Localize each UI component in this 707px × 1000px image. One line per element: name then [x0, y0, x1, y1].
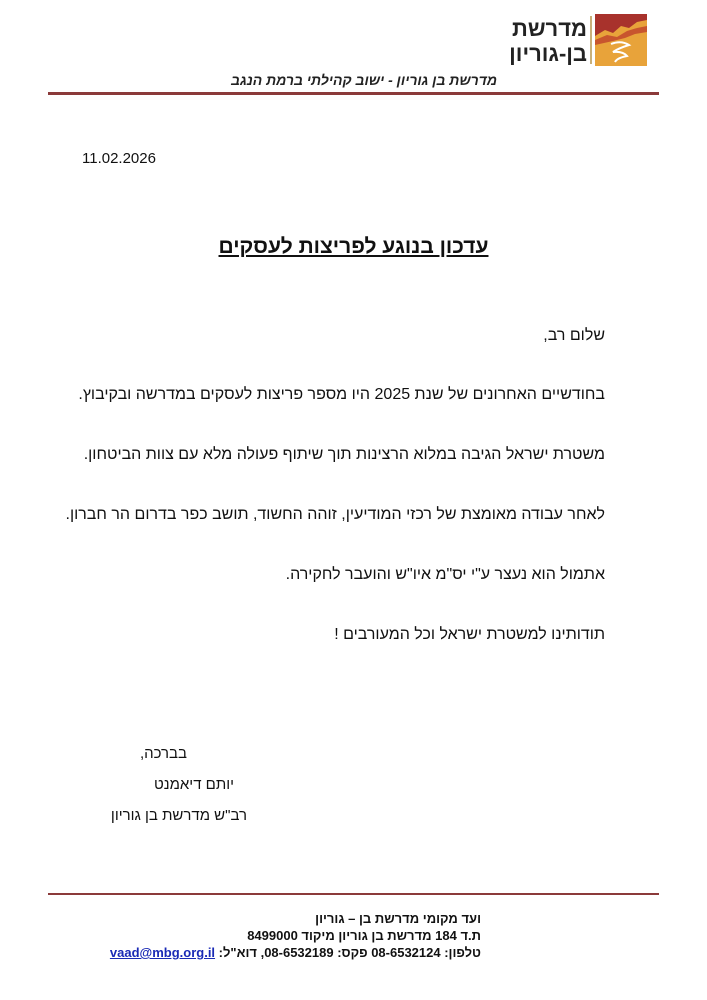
footer-contact [110, 945, 481, 960]
signoff: בברכה, [139, 745, 187, 762]
paragraph: משטרת ישראל הגיבה במלוא הרצינות תוך שיתוף פעולה מלא עם צוות הביטחון. [83, 446, 605, 463]
header-rule [48, 92, 659, 95]
letter-date: 11.02.2026 [82, 150, 156, 167]
logo-divider [590, 16, 592, 64]
greeting: שלום רב, [543, 327, 605, 344]
paragraph: בחודשיים האחרונים של שנת 2025 היו מספר פריצות לעסקים במדרשה ובקיבוץ. [78, 386, 605, 403]
footer-org: ועד מקומי מדרשת בן – גוריון [315, 911, 481, 926]
tagline: מדרשת בן גוריון - ישוב קהילתי ברמת הנגב [231, 72, 497, 88]
signer-title: רב"ש מדרשת בן גוריון [110, 807, 247, 824]
letter-subject: עדכון בנוגע לפריצות לעסקים [218, 235, 489, 258]
paragraph: לאחר עבודה מאומצת של רכזי המודיעין, זוהה החשוד, תושב כפר בדרום הר חברון. [65, 506, 605, 523]
signer-name: יותם דיאמנט [153, 776, 234, 793]
footer-email-link[interactable]: vaad@mbg.org.il [109, 945, 216, 960]
logo-line-2: בן-גוריון [509, 41, 587, 66]
logo-line-1: מדרשת [512, 16, 587, 41]
footer-phone-fax: טלפון: 08-6532124 פקס: 08-6532189, דוא"ל: [218, 945, 481, 960]
logo-wordmark [509, 16, 587, 66]
footer-rule [48, 893, 659, 895]
footer-address: ת.ד 184 מדרשת בן גוריון מיקוד 8499000 [247, 928, 481, 943]
paragraph: אתמול הוא נעצר ע"י יס"מ איו"ש והועבר לחקירה. [285, 566, 605, 583]
paragraph: תודותינו למשטרת ישראל וכל המעורבים ! [334, 626, 605, 643]
logo-mark-icon [595, 14, 647, 66]
logo [507, 14, 647, 66]
